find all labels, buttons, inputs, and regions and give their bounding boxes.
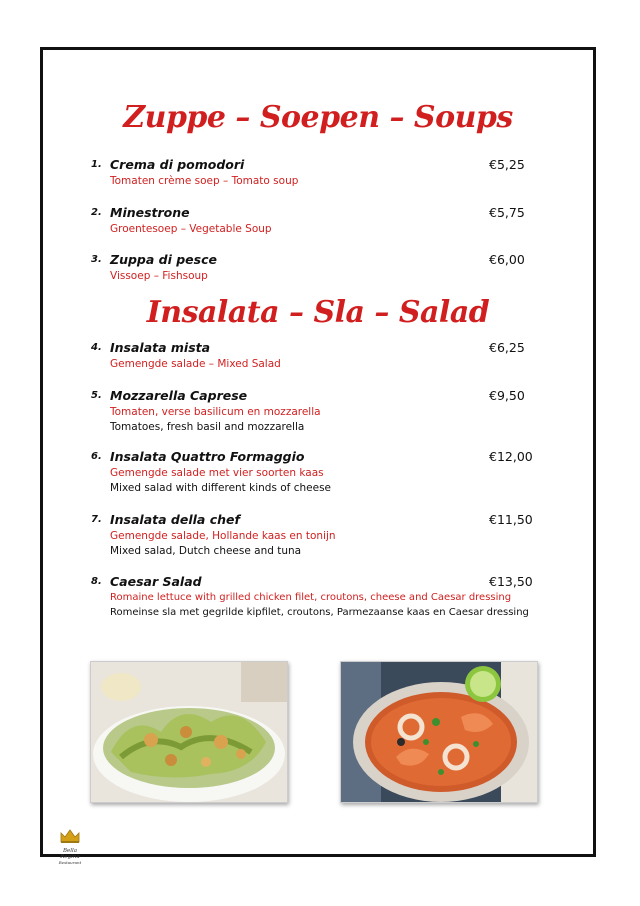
item-number: 3. <box>91 254 102 265</box>
item-number: 5. <box>91 390 102 401</box>
item-description-en: Romeinse sla met gegrilde kipfilet, croutons, Parmezaanse kaas en Caesar dressing <box>110 607 529 618</box>
item-description: Romaine lettuce with grilled chicken filet, croutons, cheese and Caesar dressing <box>110 592 512 603</box>
item-number: 2. <box>91 207 102 218</box>
caesar-salad-photo <box>90 661 288 803</box>
item-description: Groentesoep – Vegetable Soup <box>110 223 272 235</box>
crown-icon <box>59 828 81 844</box>
fish-soup-photo <box>340 661 538 803</box>
item-name: Mozzarella Caprese <box>110 388 248 403</box>
item-price: €5,25 <box>489 157 525 172</box>
item-name: Insalata mista <box>110 340 211 355</box>
item-number: 8. <box>91 576 102 587</box>
item-name: Zuppa di pesce <box>110 252 217 267</box>
item-number: 4. <box>91 342 102 353</box>
item-price: €5,75 <box>489 205 525 220</box>
item-number: 7. <box>91 514 102 525</box>
item-description-en: Mixed salad with different kinds of cheese <box>110 482 331 494</box>
item-description: Tomaten crème soep – Tomato soup <box>110 175 299 187</box>
item-price: €11,50 <box>489 512 533 527</box>
item-price: €9,50 <box>489 388 525 403</box>
menu-page <box>40 47 596 865</box>
item-number: 1. <box>91 159 102 170</box>
logo-subtitle: Restaurant <box>58 860 82 865</box>
item-description-en: Mixed salad, Dutch cheese and tuna <box>110 545 302 557</box>
item-name: Insalata della chef <box>110 512 240 527</box>
item-description: Gemengde salade met vier soorten kaas <box>110 467 324 479</box>
salad-section-title: Insalata – Sla – Salad <box>146 295 490 330</box>
item-description: Gemengde salade, Hollande kaas en tonijn <box>110 530 336 542</box>
item-description: Gemengde salade – Mixed Salad <box>110 358 281 370</box>
item-name: Crema di pomodori <box>110 157 245 172</box>
item-description: Vissoep – Fishsoup <box>110 270 208 282</box>
restaurant-logo <box>53 828 87 866</box>
item-name: Insalata Quattro Formaggio <box>110 449 305 464</box>
item-price: €13,50 <box>489 574 533 589</box>
item-name: Minestrone <box>110 205 190 220</box>
soups-section-title: Zuppe – Soepen – Soups <box>123 100 513 135</box>
item-price: €12,00 <box>489 449 533 464</box>
logo-name: Bella Regina <box>60 848 80 860</box>
item-description: Tomaten, verse basilicum en mozzarella <box>110 406 321 418</box>
item-price: €6,25 <box>489 340 525 355</box>
item-price: €6,00 <box>489 252 525 267</box>
item-number: 6. <box>91 451 102 462</box>
item-name: Caesar Salad <box>110 574 202 589</box>
item-description-en: Tomatoes, fresh basil and mozzarella <box>110 421 305 433</box>
